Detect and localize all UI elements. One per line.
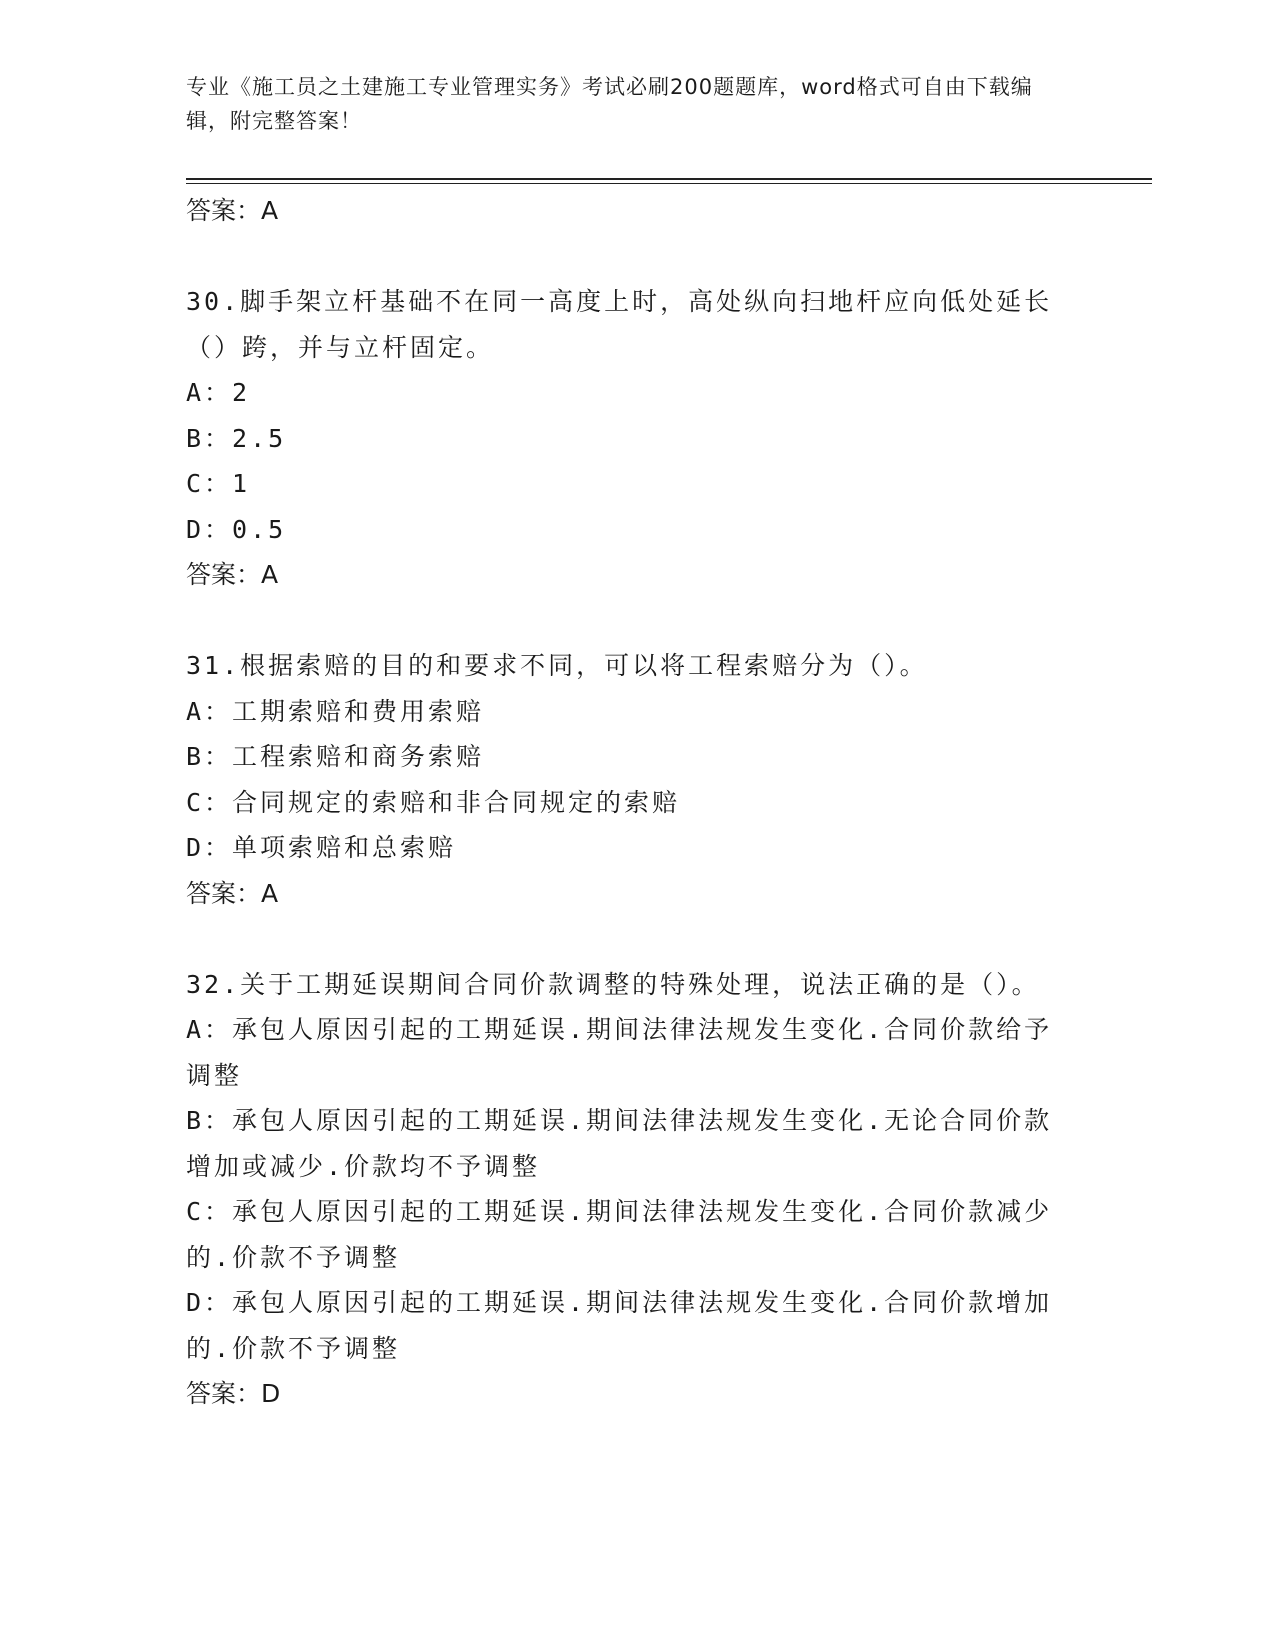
option-c: C：承包人原因引起的工期延误.期间法律法规发生变化.合同价款减少的.价款不予调整 — [186, 1197, 1053, 1272]
question-32 — [186, 962, 1086, 1417]
question-30 — [186, 279, 1086, 597]
page-header — [186, 70, 1146, 138]
option-d: D：0.5 — [186, 514, 287, 544]
option-b: B：承包人原因引起的工期延误.期间法律法规发生变化.无论合同价款增加或减少.价款均不予调整 — [186, 1106, 1053, 1181]
option-a: A：2 — [186, 378, 251, 407]
option-c: C：1 — [186, 469, 251, 498]
option-a: A：承包人原因引起的工期延误.期间法律法规发生变化.合同价款给予调整 — [186, 1015, 1053, 1090]
option-b: B：2.5 — [186, 423, 287, 453]
question-stem: 31.根据索赔的目的和要求不同，可以将工程索赔分为（）。 — [186, 651, 928, 680]
header-divider-thick — [186, 178, 1152, 180]
answer-line: 答案：D — [186, 1379, 281, 1408]
question-stem: 30.脚手架立杆基础不在同一高度上时，高处纵向扫地杆应向低处延长（）跨，并与立杆固定。 — [186, 287, 1053, 362]
option-d: D：承包人原因引起的工期延误.期间法律法规发生变化.合同价款增加的.价款不予调整 — [186, 1288, 1053, 1363]
answer-line: 答案：A — [186, 560, 279, 589]
option-d: D：单项索赔和总索赔 — [186, 833, 457, 862]
question-31 — [186, 643, 1086, 916]
option-b: B：工程索赔和商务索赔 — [186, 742, 485, 771]
answer-line: 答案：A — [186, 878, 279, 908]
option-c: C：合同规定的索赔和非合同规定的索赔 — [186, 787, 681, 817]
answer-line: 答案：A — [186, 196, 279, 225]
question-stem: 32.关于工期延误期间合同价款调整的特殊处理，说法正确的是（）。 — [186, 969, 1040, 999]
header-divider-thin — [186, 183, 1152, 184]
document-header: 专业《施工员之土建施工专业管理实务》考试必刷200题题库，word格式可自由下载编辑，附完整答案！ — [186, 75, 1033, 133]
option-a: A：工期索赔和费用索赔 — [186, 696, 485, 726]
question-content — [186, 188, 1086, 1416]
